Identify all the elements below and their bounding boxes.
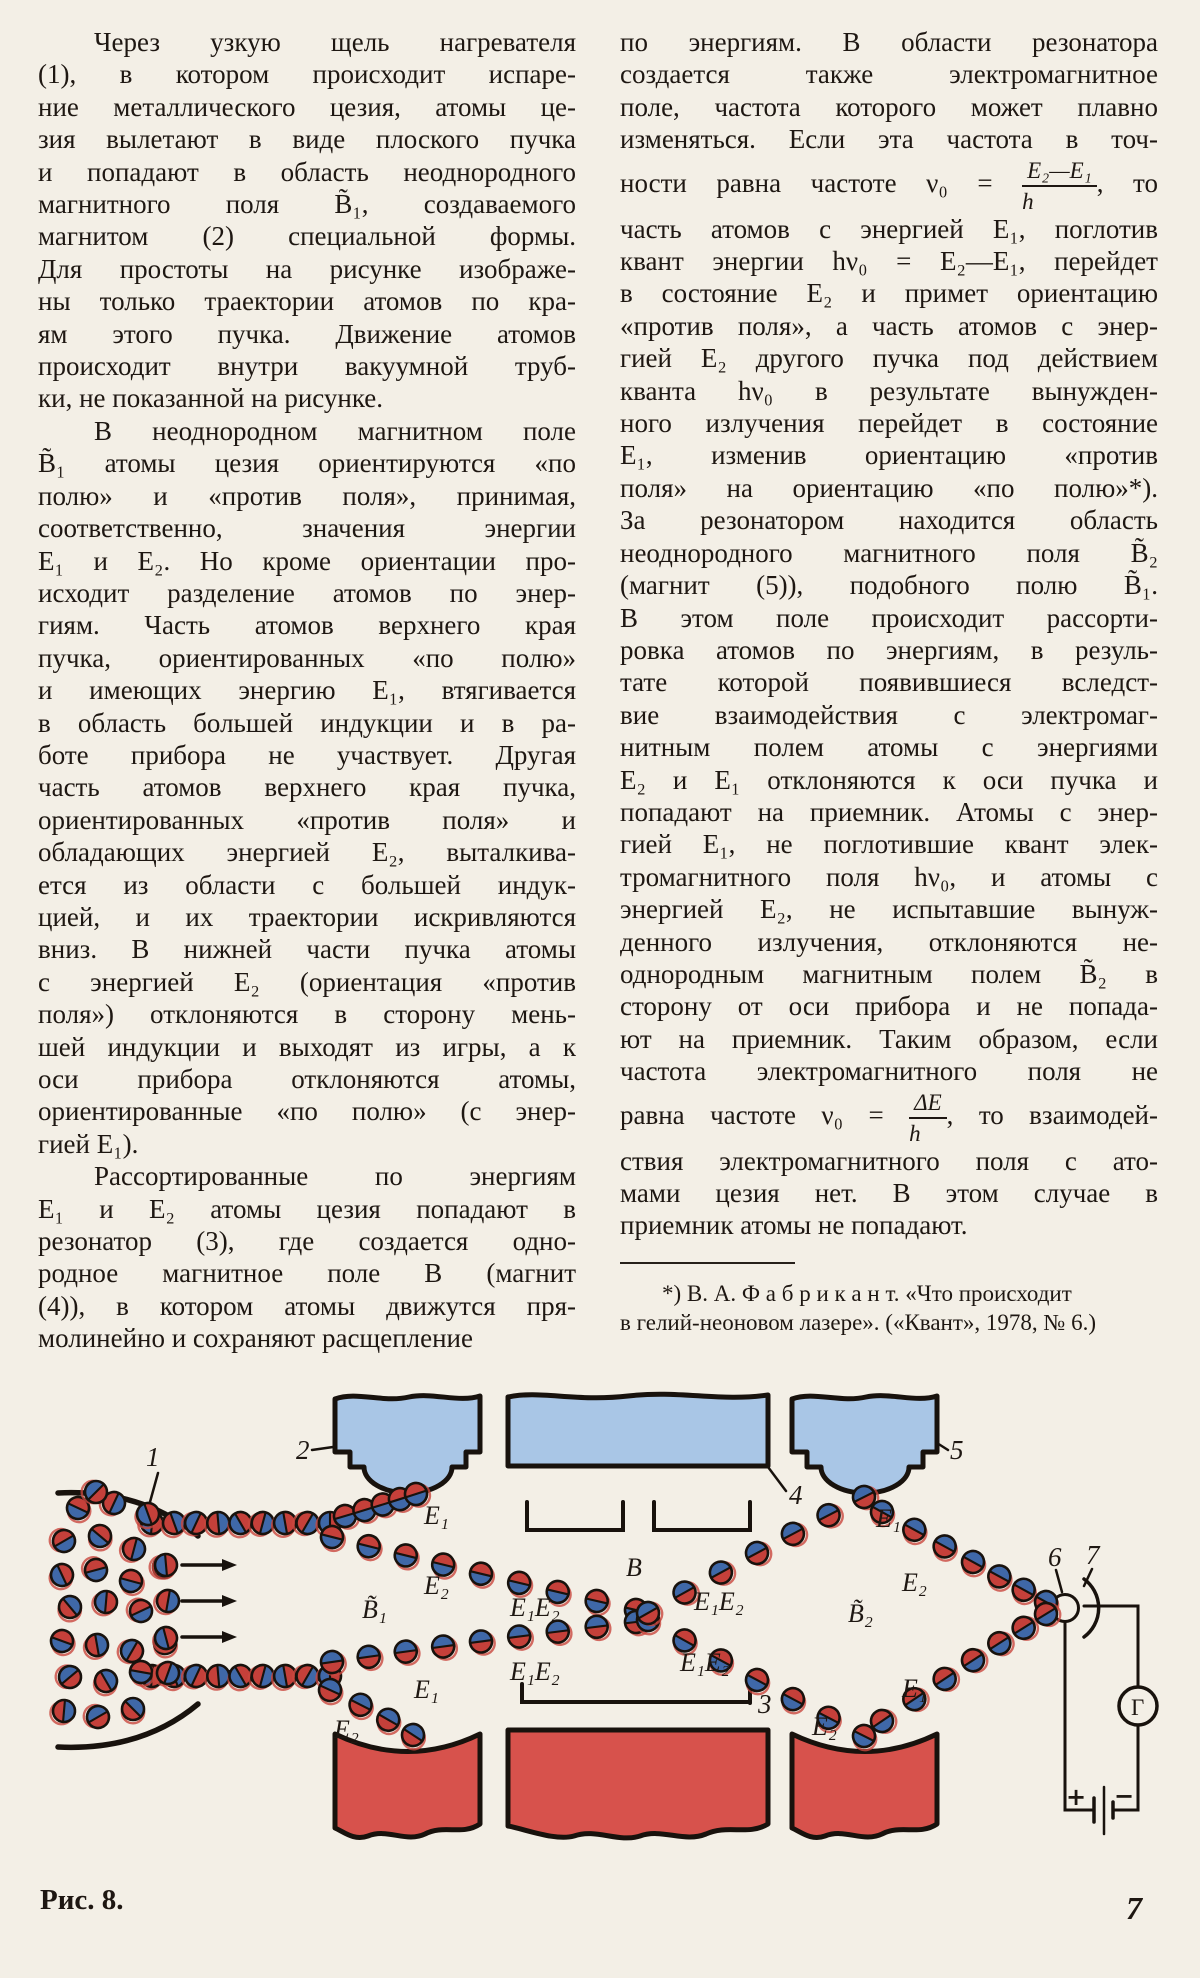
text-line: часть атомов с энергией E₁, поглотив [620, 213, 1158, 244]
atom [204, 1511, 230, 1537]
footnote-line: *) В. А. Ф а б р и к а н т. «Что происходит [662, 1281, 1072, 1306]
text-column-left [38, 26, 576, 1355]
figure-label: 7 [1086, 1540, 1100, 1570]
atom [355, 1533, 385, 1563]
atom [507, 1624, 534, 1651]
atom [116, 1693, 151, 1728]
figure-label: B̃₁ [362, 1595, 387, 1624]
atom [898, 1515, 931, 1548]
text-line: тате которой появившиеся вследст- [620, 667, 1158, 698]
resonator-bracket [654, 1502, 750, 1530]
atom [45, 1560, 77, 1592]
figure-label: + [1066, 1783, 1087, 1811]
formula-fraction: $\frac{\Delta E}{h}$ [909, 1091, 947, 1145]
text-line: квант энергии hν₀ = E₂—E₁, перейдет [620, 246, 1158, 277]
text-line: ям этого пучка. Движение атомов [38, 318, 576, 349]
atom [118, 1535, 148, 1565]
text-line: кванта hν₀ в результате вынужден- [620, 375, 1158, 406]
label-pointer [1056, 1570, 1062, 1592]
figure-label: 5 [950, 1435, 964, 1465]
footnote-rule [620, 1262, 795, 1264]
magnet-4-blue [508, 1394, 768, 1466]
footnote-line: в гелий-неоновом лазере». («Квант», 1978, № 6.) [620, 1309, 1097, 1335]
beam-arrow-head [222, 1595, 237, 1607]
text-line: боте прибора не участвует. Другая [38, 739, 576, 770]
text-line: попадают на приемник. Атомы с энер- [620, 796, 1158, 827]
text-line: ориентированные «по полю» (с энер- [38, 1096, 576, 1127]
label-pointer [150, 1473, 158, 1502]
figure-label: 1 [146, 1442, 160, 1472]
atom [47, 1627, 78, 1658]
atom [957, 1547, 990, 1580]
text-line: ют на приемник. Таким образом, если [620, 1023, 1158, 1054]
atom [583, 1588, 612, 1617]
text-line: зия вылетают в виде плоского пучка [38, 124, 576, 155]
text-line: B̃₁ атомы цезия ориентируются «по [38, 448, 576, 479]
figure-atomic-beam-apparatus [0, 1380, 1200, 1978]
text-line: ние металлического цезия, атомы це- [38, 91, 576, 122]
text-line: гией E₁). [38, 1128, 139, 1159]
atom [53, 1592, 87, 1626]
text-line: За резонатором находится область [620, 505, 1158, 536]
page-number: 7 [1126, 1890, 1142, 1926]
text-line: ки, не показанной на рисунке. [38, 383, 384, 414]
text-line: E₁ и E₂ атомы цезия попадают в [38, 1193, 576, 1224]
text-line: по энергиям. В области резонатора [620, 27, 1158, 57]
atom [49, 1699, 75, 1725]
text-line: Рассортированные по энергиям [94, 1161, 576, 1192]
text-line: родное магнитное поле B (магнит [38, 1258, 576, 1289]
magnet-red-left [335, 1734, 480, 1837]
text-line: часть атомов верхнего края пучка, [38, 772, 576, 803]
text-line: оси прибора отклоняются атомы, [38, 1064, 576, 1094]
footnote [620, 1262, 1158, 1337]
wire [1065, 1621, 1094, 1810]
text-line: (4)), в котором атомы движутся пря- [38, 1290, 576, 1321]
atom [392, 1542, 422, 1572]
figure-label: E₁ [414, 1675, 439, 1704]
text-line: магнитом (2) специальной формы. [38, 221, 576, 252]
atom [778, 1518, 811, 1551]
text-line: сторону от оси прибора и не попада- [620, 991, 1158, 1022]
atom [742, 1537, 775, 1570]
atom [82, 1632, 110, 1660]
text-line: полю» и «против поля», принимая, [38, 480, 576, 511]
atom [152, 1588, 180, 1616]
figure-label: 3 [758, 1689, 772, 1719]
atom [584, 1614, 611, 1641]
wire [1084, 1606, 1138, 1687]
text-line: и имеющих энергию E₁, втягивается [38, 675, 576, 706]
text-line: происходит внутри вакуумной труб- [38, 351, 576, 382]
text-line: однородным магнитным полем B̃₂ в [620, 958, 1158, 989]
magnet-5-blue [792, 1396, 937, 1493]
atom [80, 1554, 110, 1584]
text-line: E₁ и E₂. Но кроме ориентации про- [38, 545, 576, 576]
text-line: E₂ и E₁ отклоняются к оси пучка и [620, 764, 1158, 795]
resonator-bracket [527, 1502, 623, 1530]
text-line: поля» на ориентацию «по полю»*). [620, 472, 1158, 503]
text-line: гией E₂ другого пучка под действием [620, 343, 1158, 374]
figure-label: E₁E₂ [510, 1593, 560, 1622]
atom [814, 1499, 847, 1532]
text-line: (1), в котором происходит испаре- [38, 59, 576, 90]
figure-label: Г [1131, 1695, 1145, 1720]
figure-label: E₁E₂ [510, 1657, 560, 1686]
detector-slit-arc [1084, 1579, 1099, 1637]
figure-label: E₂ [812, 1712, 837, 1741]
figure-label: E₁ [876, 1504, 901, 1533]
label-pointer [768, 1467, 786, 1491]
magnet-red-mid [508, 1730, 768, 1838]
atom [469, 1629, 496, 1656]
text-line: и попадают в область неоднородного [38, 156, 576, 187]
atom [431, 1634, 458, 1661]
text-line: пучка, ориентированных «по полю» [38, 642, 576, 673]
figure-label: 2 [296, 1435, 310, 1465]
figure-label: E₂ [334, 1715, 359, 1744]
atom [123, 1594, 155, 1626]
beam-arrow-head [222, 1559, 237, 1571]
atom [929, 1532, 962, 1565]
text-line: цией, и их траектории искривляются [38, 901, 576, 932]
text-line: шей индукции и выходят из игры, а к [38, 1031, 576, 1062]
atom [777, 1684, 810, 1717]
text-line: резонатор (3), где создается одно- [38, 1226, 576, 1257]
text-line: изменяться. Если эта частота в точ- [620, 124, 1158, 155]
text-line: соответственно, значения энергии [38, 513, 576, 544]
text-line: ны только траектории атомов по кра- [38, 286, 576, 317]
text-line: в область большей индукции и в ра- [38, 707, 576, 738]
figure-label: B̃₂ [848, 1599, 873, 1628]
text-line: ориентированных «против поля» и [38, 804, 576, 835]
atom [372, 1705, 405, 1738]
formula-fraction: $\frac{\text{E₂—E₁}}{h}$ [1022, 159, 1097, 213]
figure-label: E₁E₂ [680, 1648, 730, 1677]
text-line: мами цезия нет. В этом случае в [620, 1178, 1158, 1208]
text-line: денного излучения, отклоняются не- [620, 926, 1158, 957]
text-line: поля») отклоняются в сторону мень- [38, 999, 576, 1030]
text-line: В неоднородном магнитном поле [94, 415, 576, 446]
text-line: неоднородного магнитного поля B̃₂ [620, 537, 1158, 568]
figure-label: 4 [789, 1480, 803, 1510]
atom [706, 1556, 739, 1589]
figure-label: E₂ [902, 1568, 927, 1597]
text-line: Для простоты на рисунке изображе- [38, 253, 576, 284]
text-line: Через узкую щель нагревателя [94, 27, 576, 57]
atom [46, 1524, 79, 1557]
text-line: нитным полем атомы с энергиями [620, 732, 1158, 763]
text-line: создается также электромагнитное [620, 59, 1158, 90]
text-line: частота электромагнитного поля не [620, 1056, 1158, 1087]
text-line: ности равна частоте ν₀ = $\frac{\text{E₂—E₁}}{h}$ , то [620, 157, 1158, 214]
figure-label: E₁E₂ [694, 1587, 744, 1616]
text-line: ется из области с большей индук- [38, 869, 576, 900]
figure-label: E₂ [424, 1571, 449, 1600]
text-line: гией E₁, не поглотившие квант элек- [620, 829, 1158, 860]
atom [91, 1590, 117, 1616]
text-line: поле, частота которого может плавно [620, 91, 1158, 122]
text-line: исходит разделение атомов по энер- [38, 577, 576, 608]
text-line: E₁, изменив ориентацию «против [620, 440, 1158, 471]
text-line: обладающих энергией E₂, выталкива- [38, 837, 576, 868]
text-line: ного излучения перейдет в состояние [620, 408, 1158, 439]
text-line: магнитного поля B̃₁, создаваемого [38, 189, 576, 220]
beam-arrow-head [222, 1631, 237, 1643]
text-line: ствия электромагнитного поля с ато- [620, 1145, 1158, 1176]
label-pointer [312, 1447, 333, 1450]
text-line: «против поля», а часть атомов с энер- [620, 310, 1158, 341]
text-line: молинейно и сохраняют расщепление [38, 1323, 473, 1354]
atom [467, 1560, 496, 1589]
text-line: В этом поле происходит рассорти- [620, 602, 1158, 633]
figure-label: B [626, 1553, 642, 1582]
text-line: ровка атомов по энергиям, в резуль- [620, 634, 1158, 665]
figure-label: E₁ [424, 1501, 449, 1530]
text-line: приемник атомы не попадают. [620, 1210, 968, 1241]
atom [204, 1664, 230, 1690]
atom [929, 1662, 963, 1696]
figure-label: 6 [1048, 1542, 1062, 1572]
text-line: с энергией E₂ (ориентация «против [38, 966, 576, 997]
atom [393, 1639, 420, 1666]
text-line: равна частоте ν₀ = $\frac{\Delta E}{h}$ , то взаимодей- [620, 1089, 1158, 1146]
resonator-bracket [522, 1684, 750, 1703]
figure-caption: Рис. 8. [40, 1884, 124, 1916]
figure-label: − [1114, 1782, 1135, 1810]
text-line: вниз. В нижней части пучка атомы [38, 934, 576, 965]
atom [51, 1660, 85, 1694]
text-line: тромагнитного поля hν₀, и атомы с [620, 861, 1158, 892]
text-line: гиям. Часть атомов верхнего края [38, 610, 576, 641]
atom [89, 1666, 122, 1699]
text-line: в состояние E₂ и примет ориентацию [620, 278, 1158, 309]
figure-label: E₁ [902, 1674, 927, 1703]
atom [83, 1521, 117, 1555]
text-line: (магнит (5)), подобного полю B̃₁. [620, 570, 1158, 601]
atom [117, 1568, 147, 1598]
atom [80, 1700, 113, 1733]
atom [356, 1644, 384, 1672]
atom [545, 1619, 572, 1646]
magnet-2-blue [335, 1396, 480, 1493]
text-column-right [620, 26, 1158, 1242]
text-line: вие взаимодействия с электромаг- [620, 699, 1158, 730]
atom [958, 1644, 992, 1678]
text-line: энергией E₂, не испытавшие вынуж- [620, 894, 1158, 925]
